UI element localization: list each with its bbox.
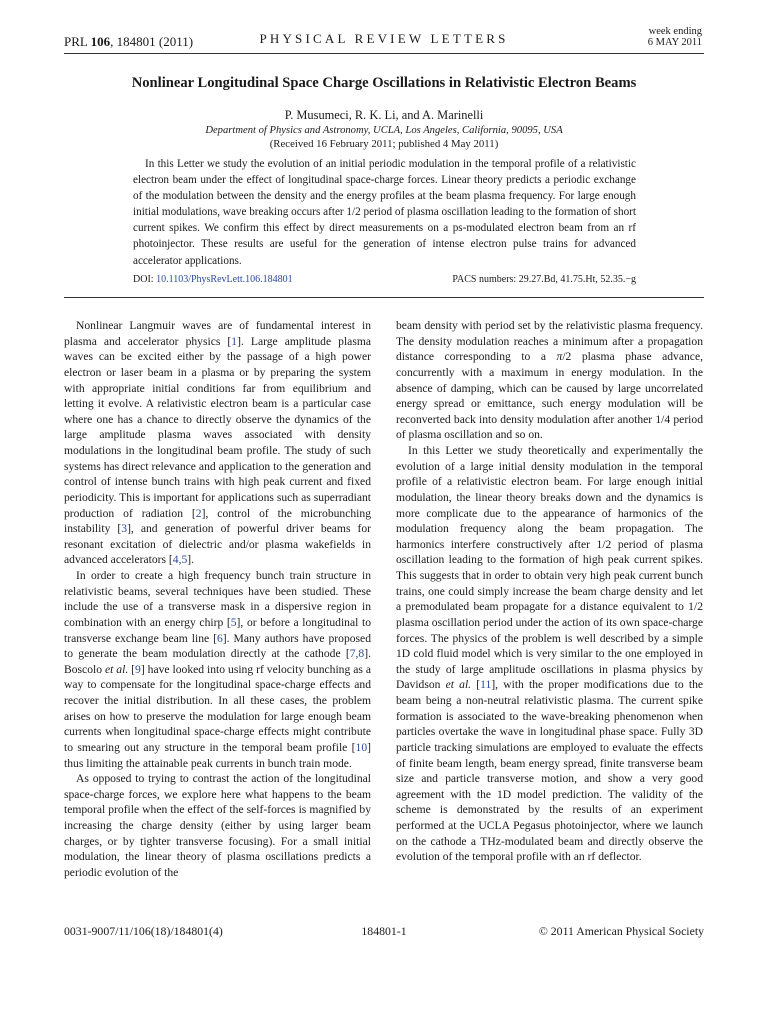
italic-text: π <box>556 350 563 364</box>
journal-name: PHYSICAL REVIEW LETTERS <box>259 31 509 46</box>
citation-link[interactable]: 3 <box>121 522 128 536</box>
text-run: [ <box>128 662 136 676</box>
text-run: ]. Large amplitude plasma waves can be excited either by the passage of a high power electron or laser beam in a plasma or by preparing the system with appropriate initial conditions far from equilibrium and letting it evolve. A relativistic electron beam is a particular case where one has a chance to directly observe the dynamics of the large amplitude plasma waves associated with density modulations in the longitudinal beam profile. The study of such systems has direct relevance and application to the generation and control of intense bunch trains with high peak current and fixed periodicity. This is important for applications such as superradiant production of radiation [ <box>64 334 371 520</box>
text-run: Nonlinear Langmuir waves are of fundamental interest in plasma and accelerator physics [ <box>64 319 371 348</box>
text-run: As opposed to trying to contrast the action of the longitudinal space-charge forces, we explore here what happens to the beam temporal profile when the effect of the self-forces is magnified by increasing the charge density (either by using larger beam charges, or by tighter transverse focusing). For a small initial modulation, the linear theory of plasma oscillations predicts a periodic evolution of the <box>64 772 371 879</box>
text-run: ]. <box>187 553 195 567</box>
body-paragraph <box>396 443 703 865</box>
citation-link[interactable]: 2 <box>195 506 202 520</box>
italic-text: et al. <box>445 678 472 692</box>
journal-reference: PRL 106, 184801 (2011) <box>64 34 194 49</box>
text-run: In this Letter we study theoretically and experimentally the evolution of a large initial density modulation in the temporal profile of a relativistic electron beam. For large enough initial modulation, the linear theory breaks down and the dynamics is more complicate due to the appearance of harmonics of the modulation frequency along the beam propagation. The harmonics interfere constructively after 1/2 period of plasma oscillation leading to the formation of high peak current spikes. This suggests that in order to obtain very high peak current bunch trains, one could simply increase the beam charge density and let a premodulated beam propagate for a distance equivalent to 1/2 plasma oscillation period under the action of its own space-charge forces. The physics of the problem is well described by a simple 1D cold fluid model which is very similar to the one employed in the study of large amplitude oscillations in plasma physics by Davidson <box>396 444 703 692</box>
body-column-right <box>396 318 703 865</box>
week-ending: week ending 6 MAY 2011 <box>647 26 702 48</box>
text-run: beam density with period set by the relativistic plasma frequency. The density modulation reaches a minimum after a propagation distance corresponding to a <box>396 319 703 364</box>
citation-link[interactable]: 4,5 <box>172 553 188 567</box>
received-dates: (Received 16 February 2011; published 4 May 2011) <box>269 138 499 150</box>
text-run: ]. Boscolo <box>64 647 371 676</box>
body-paragraph <box>64 568 371 771</box>
page-header <box>0 0 768 60</box>
text-run: ] have looked into using rf velocity bunching as a way to compensate for the longitudinal space-charge effects and recover the initial distribution. In all these cases, the problem arises on how to preserve the modulation for large enough beam currents when longitudinal space-charge effects might contribute to smearing out any structure in the temporal beam profile [ <box>64 662 371 754</box>
article-authors: P. Musumeci, R. K. Li, and A. Marinelli <box>284 108 484 122</box>
citation-link[interactable]: 6 <box>217 631 223 645</box>
pacs-numbers: PACS numbers: 29.27.Bd, 41.75.Ht, 52.35.−g <box>452 274 636 285</box>
text-run: ]. Many authors have proposed to generate the beam modulation directly at the cathode [ <box>64 631 371 661</box>
citation-link[interactable]: 11 <box>480 678 492 692</box>
citation-link[interactable]: 5 <box>230 615 237 629</box>
abstract-rule <box>64 297 704 298</box>
body-paragraph <box>64 318 371 568</box>
issn-code: 0031-9007/11/106(18)/184801(4) <box>64 924 223 938</box>
page-number: 184801-1 <box>361 924 407 938</box>
text-run: [ <box>471 678 481 692</box>
text-run: ], and generation of powerful driver beams for resonant excitation of dielectric and/or plasma wakefields in advanced accelerators [ <box>64 522 371 567</box>
body-paragraph <box>396 318 703 443</box>
header-rule <box>64 53 704 54</box>
body-column-left <box>64 318 371 881</box>
citation-link[interactable]: 1 <box>231 334 238 348</box>
abstract: In this Letter we study the evolution of an initial periodic modulation in the temporal profile of a relativistic electron beam under the effect of longitudinal space-charge forces. Linear theory predicts a periodic exchange of the modulation between the density and the energy profiles at the beam plasma frequency. For large enough initial modulations, wave breaking occurs after 1/2 period of plasma oscillation leading to the formation of short current spikes. We confirm this effect by direct measurements on a ps-modulated electron beam from an rf photoinjector. These results are useful for the generation of intense electron pulse trains for advanced accelerator applications. <box>133 158 636 267</box>
citation-link[interactable]: 7,8 <box>349 647 365 661</box>
citation-link[interactable]: 10 <box>355 740 368 754</box>
article-title: Nonlinear Longitudinal Space Charge Oscillations in Relativistic Electron Beams <box>131 75 637 91</box>
author-affiliation: Department of Physics and Astronomy, UCLA, Los Angeles, California, 90095, USA <box>205 125 563 136</box>
italic-text: et al. <box>104 662 129 676</box>
text-run: ], control of the microbunching instability [ <box>64 506 371 536</box>
text-run: In order to create a high frequency bunch train structure in relativistic beams, several techniques have been studied. These include the use of a transverse mask in a dispersive region in combination with an energy chirp [ <box>64 569 371 629</box>
body-paragraph <box>64 771 371 880</box>
text-run: ], with the proper modifications due to the beam being a non-neutral relativistic plasma. The current spike formation is associated to the wave-breaking phenomenon when particles overtake the wave in longitudinal phase space. Fully 3D particle tracking simulations are employed to evaluate the effects of finite beam length, beam energy spread, finite transverse beam size and particle transverse motion, and show a very good agreement with the 1D model prediction. The validity of the scheme is demonstrated by the results of an experiment performed at the UCLA Pegasus photoinjector, where we launch on the cathode a THz-modulated beam and directly observe the evolution of the temporal profile with an rf deflector. <box>396 678 704 864</box>
citation-link[interactable]: 9 <box>135 662 141 676</box>
doi: DOI: 10.1103/PhysRevLett.106.184801 <box>133 274 293 285</box>
copyright: © 2011 American Physical Society <box>538 924 704 938</box>
text-run: /2 plasma phase advance, concurrently with a maximum in energy modulation. In the absence of damping, which can be caused by large uncorrelated energy spread or emittance, such energy modulation will be reconverted back into density modulation after another 1/4 period of plasma oscillation and so on. <box>396 350 703 442</box>
doi-link[interactable]: 10.1103/PhysRevLett.106.184801 <box>156 274 293 285</box>
text-run: ], or before a longitudinal to transverse exchange beam line [ <box>64 615 371 645</box>
text-run: ] thus limiting the attainable peak currents in bunch train mode. <box>64 740 371 770</box>
